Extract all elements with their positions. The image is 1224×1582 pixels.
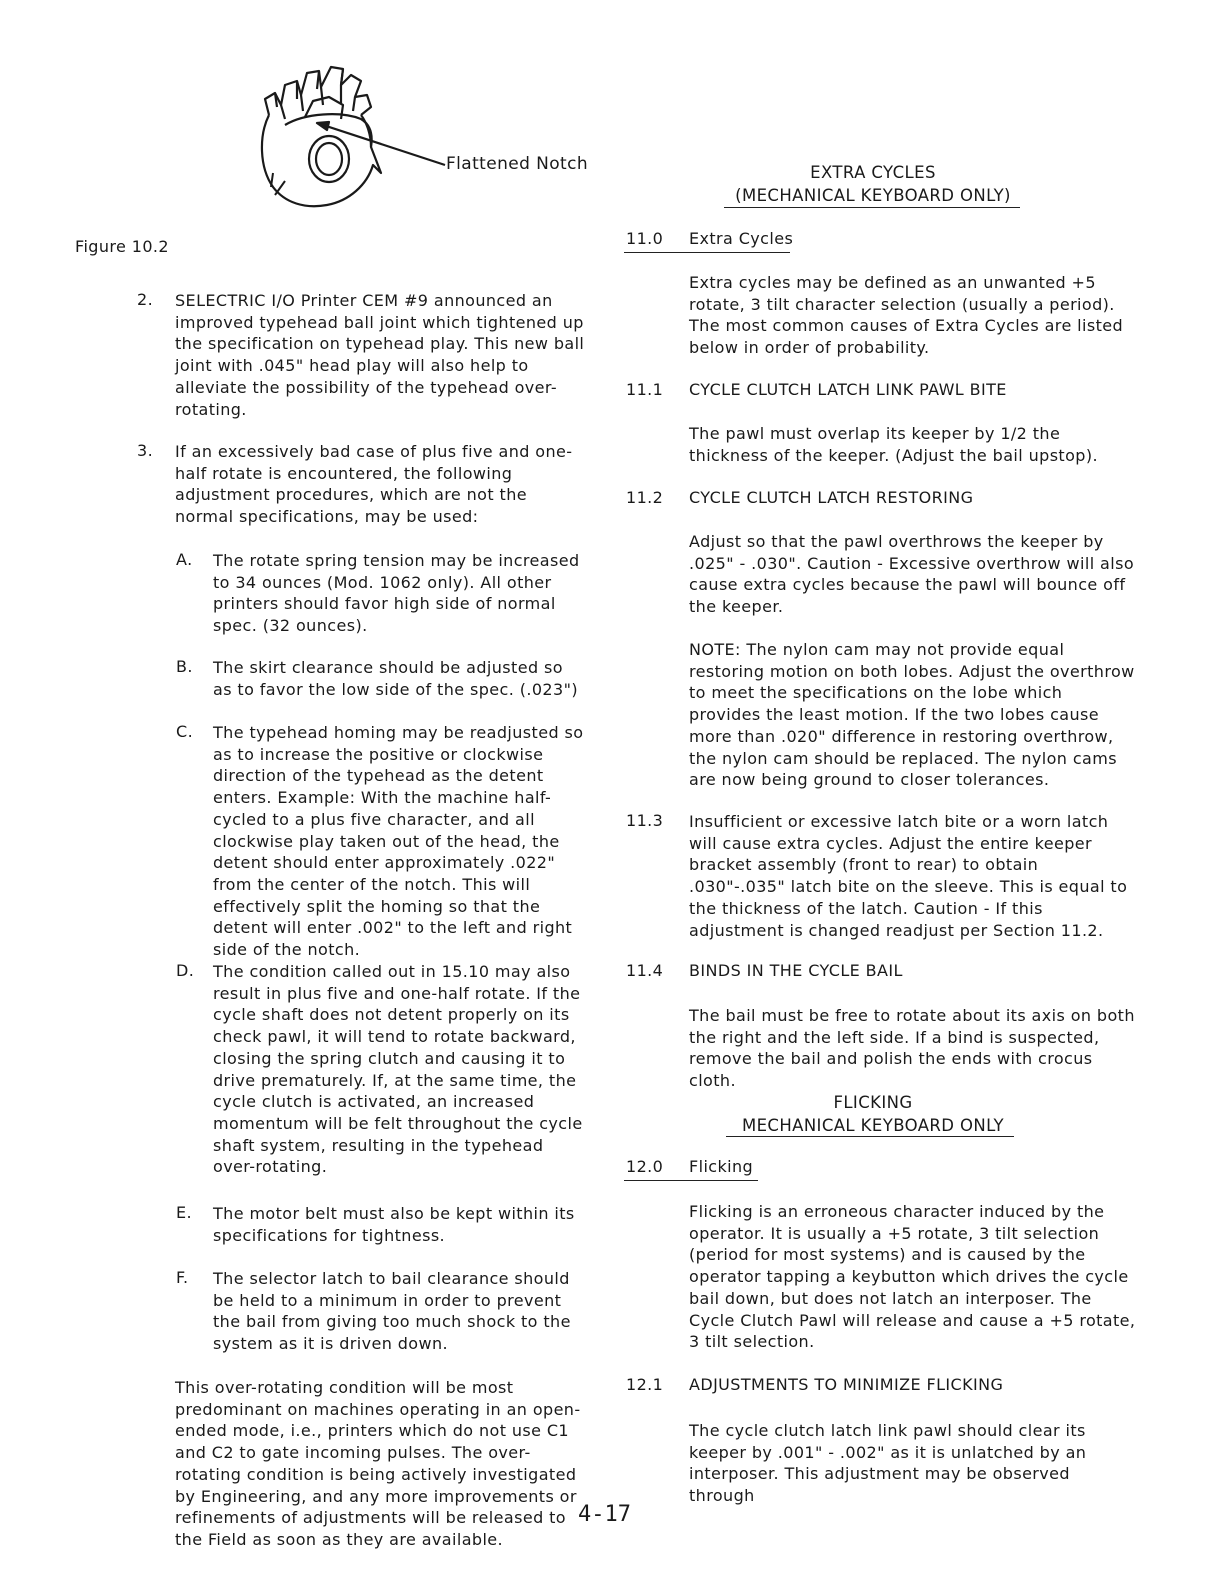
section-11-0-text: Extra cycles may be defined as an unwanted +5 rotate, 3 tilt character selection (usually a period). The most common causes of Extra Cycles are listed below in order of probability. bbox=[689, 273, 1124, 358]
section-11-2-note: NOTE: The nylon cam may not provide equal restoring motion on both lobes. Adjust the overthrow to meet the specifications on the lobe which provides the least motion. If the two lobes cause more than .020" difference in restoring overthrow, the nylon cam should be replaced. The nylon cams are now being ground to closer tolerances. bbox=[689, 640, 1135, 790]
section-11-1-number: 11.1 bbox=[626, 380, 664, 399]
extra-cycles-heading-line1: EXTRA CYCLES bbox=[810, 163, 936, 182]
section-11-3-text: Insufficient or excessive latch bite or a worn latch will cause extra cycles. Adjust the entire keeper bracket assembly (front to rear) to obtain .030"-.035" latch bite on the sleeve. This is equal to the thickness of the latch. Caution - If this adjustment is changed readjust per Section 11.2. bbox=[689, 812, 1128, 940]
section-11-2-text: Adjust so that the pawl overthrows the keeper by .025" - .030". Caution - Excessive overthrow will also cause extra cycles because the pawl will bounce off the keeper. bbox=[689, 532, 1135, 617]
flicking-heading-line1: FLICKING bbox=[833, 1093, 913, 1112]
section-12-1-number: 12.1 bbox=[626, 1375, 664, 1394]
item-3-text: If an excessively bad case of plus five and one-half rotate is encountered, the following adjustment procedures, which are not the normal specifications, may be used: bbox=[175, 442, 573, 527]
sub-item-b-letter: B. bbox=[176, 657, 193, 676]
section-12-1-text: The cycle clutch latch link pawl should clear its keeper by .001" - .002" as it is unlatched by an interposer. This adjustment may be observed through bbox=[689, 1421, 1087, 1506]
sub-item-a-letter: A. bbox=[176, 550, 193, 569]
page-number: 4-17 bbox=[578, 1502, 631, 1527]
flicking-rule bbox=[726, 1136, 1014, 1137]
section-11-4-number: 11.4 bbox=[626, 961, 664, 980]
item-2-text: SELECTRIC I/O Printer CEM #9 announced an improved typehead ball joint which tightened up the specification on typehead play. This new ball joint with .045" head play will also help to alleviate the possibility of the typehead over-rotating. bbox=[175, 291, 585, 419]
section-11-4-title: BINDS IN THE CYCLE BAIL bbox=[689, 961, 903, 980]
sub-item-a-text: The rotate spring tension may be increased to 34 ounces (Mod. 1062 only). All other printers should favor high side of normal spec. (32 ounces). bbox=[213, 551, 580, 636]
sub-item-d-letter: D. bbox=[176, 961, 195, 980]
sub-item-d-text: The condition called out in 15.10 may also result in plus five and one-half rotate. If the cycle shaft does not detent properly on its check pawl, it will tend to rotate backward, closing the spring clutch and causing it to drive prematurely. If, at the same time, the cycle clutch is activated, an increased momentum will be felt throughout the cycle shaft system, resulting in the typehead over-rotating. bbox=[213, 962, 583, 1177]
section-11-4-text: The bail must be free to rotate about its axis on both the right and the left side. If a bind is suspected, remove the bail and polish the ends with crocus cloth. bbox=[689, 1006, 1135, 1091]
sub-item-b-text: The skirt clearance should be adjusted so as to favor the low side of the spec. (.023") bbox=[213, 658, 578, 699]
sub-item-f-letter: F. bbox=[176, 1268, 189, 1287]
sub-item-f-text: The selector latch to bail clearance should be held to a minimum in order to prevent the bail from giving too much shock to the system as it is driven down. bbox=[213, 1269, 571, 1354]
section-12-0-number: 12.0 bbox=[626, 1157, 664, 1176]
item-2-number: 2. bbox=[137, 290, 154, 309]
figure-caption: Figure 10.2 bbox=[75, 237, 169, 256]
section-12-1-title: ADJUSTMENTS TO MINIMIZE FLICKING bbox=[689, 1375, 1004, 1394]
flicking-heading-line2: MECHANICAL KEYBOARD ONLY bbox=[741, 1116, 1005, 1135]
section-12-0-text: Flicking is an erroneous character induced by the operator. It is usually a +5 rotate, 3 tilt selection (period for most systems) and is caused by the operator tapping a keybutton which drives the cycle bail down, but does not latch an interposer. The Cycle Clutch Pawl will release and cause a +5 rotate, 3 tilt selection. bbox=[689, 1202, 1136, 1352]
section-11-1-text: The pawl must overlap its keeper by 1/2 the thickness of the keeper. (Adjust the bail upstop). bbox=[689, 424, 1098, 465]
item-3-number: 3. bbox=[137, 441, 154, 460]
sub-item-c-text: The typehead homing may be readjusted so as to increase the positive or clockwise direction of the typehead as the detent enters. Example: With the machine half-cycled to a plus five character, and all clockwise play taken out of the head, the detent should enter approximately .022" from the center of the notch. This will effectively split the homing so that the detent will enter .002" to the left and right side of the notch. bbox=[213, 723, 584, 960]
extra-cycles-heading-line2: (MECHANICAL KEYBOARD ONLY) bbox=[735, 186, 1011, 205]
section-11-2-title: CYCLE CLUTCH LATCH RESTORING bbox=[689, 488, 974, 507]
extra-cycles-rule bbox=[724, 207, 1020, 208]
section-11-0-rule bbox=[624, 252, 790, 253]
section-11-0-number: 11.0 bbox=[626, 229, 664, 248]
sub-item-e-letter: E. bbox=[176, 1203, 192, 1222]
flattened-notch-label: Flattened Notch bbox=[446, 154, 589, 174]
sub-item-c-letter: C. bbox=[176, 722, 194, 741]
extra-cycles-heading bbox=[708, 161, 1038, 207]
sub-item-e-text: The motor belt must also be kept within its specifications for tightness. bbox=[213, 1204, 575, 1245]
section-12-0-title: Flicking bbox=[689, 1157, 754, 1176]
section-11-1-title: CYCLE CLUTCH LATCH LINK PAWL BITE bbox=[689, 380, 1007, 399]
section-11-2-number: 11.2 bbox=[626, 488, 664, 507]
gear-figure bbox=[245, 55, 450, 220]
section-11-0-title: Extra Cycles bbox=[689, 229, 794, 248]
section-11-3-number: 11.3 bbox=[626, 811, 664, 830]
section-12-0-rule bbox=[624, 1180, 758, 1181]
flicking-heading bbox=[708, 1091, 1038, 1137]
closing-paragraph: This over-rotating condition will be most predominant on machines operating in an open-ended mode, i.e., printers which do not use C1 and C2 to gate incoming pulses. The over-rotating condition is being actively investigated by Engineering, and any more improvements or refinements of adjustments will be released to the Field as soon as they are available. bbox=[175, 1378, 581, 1549]
